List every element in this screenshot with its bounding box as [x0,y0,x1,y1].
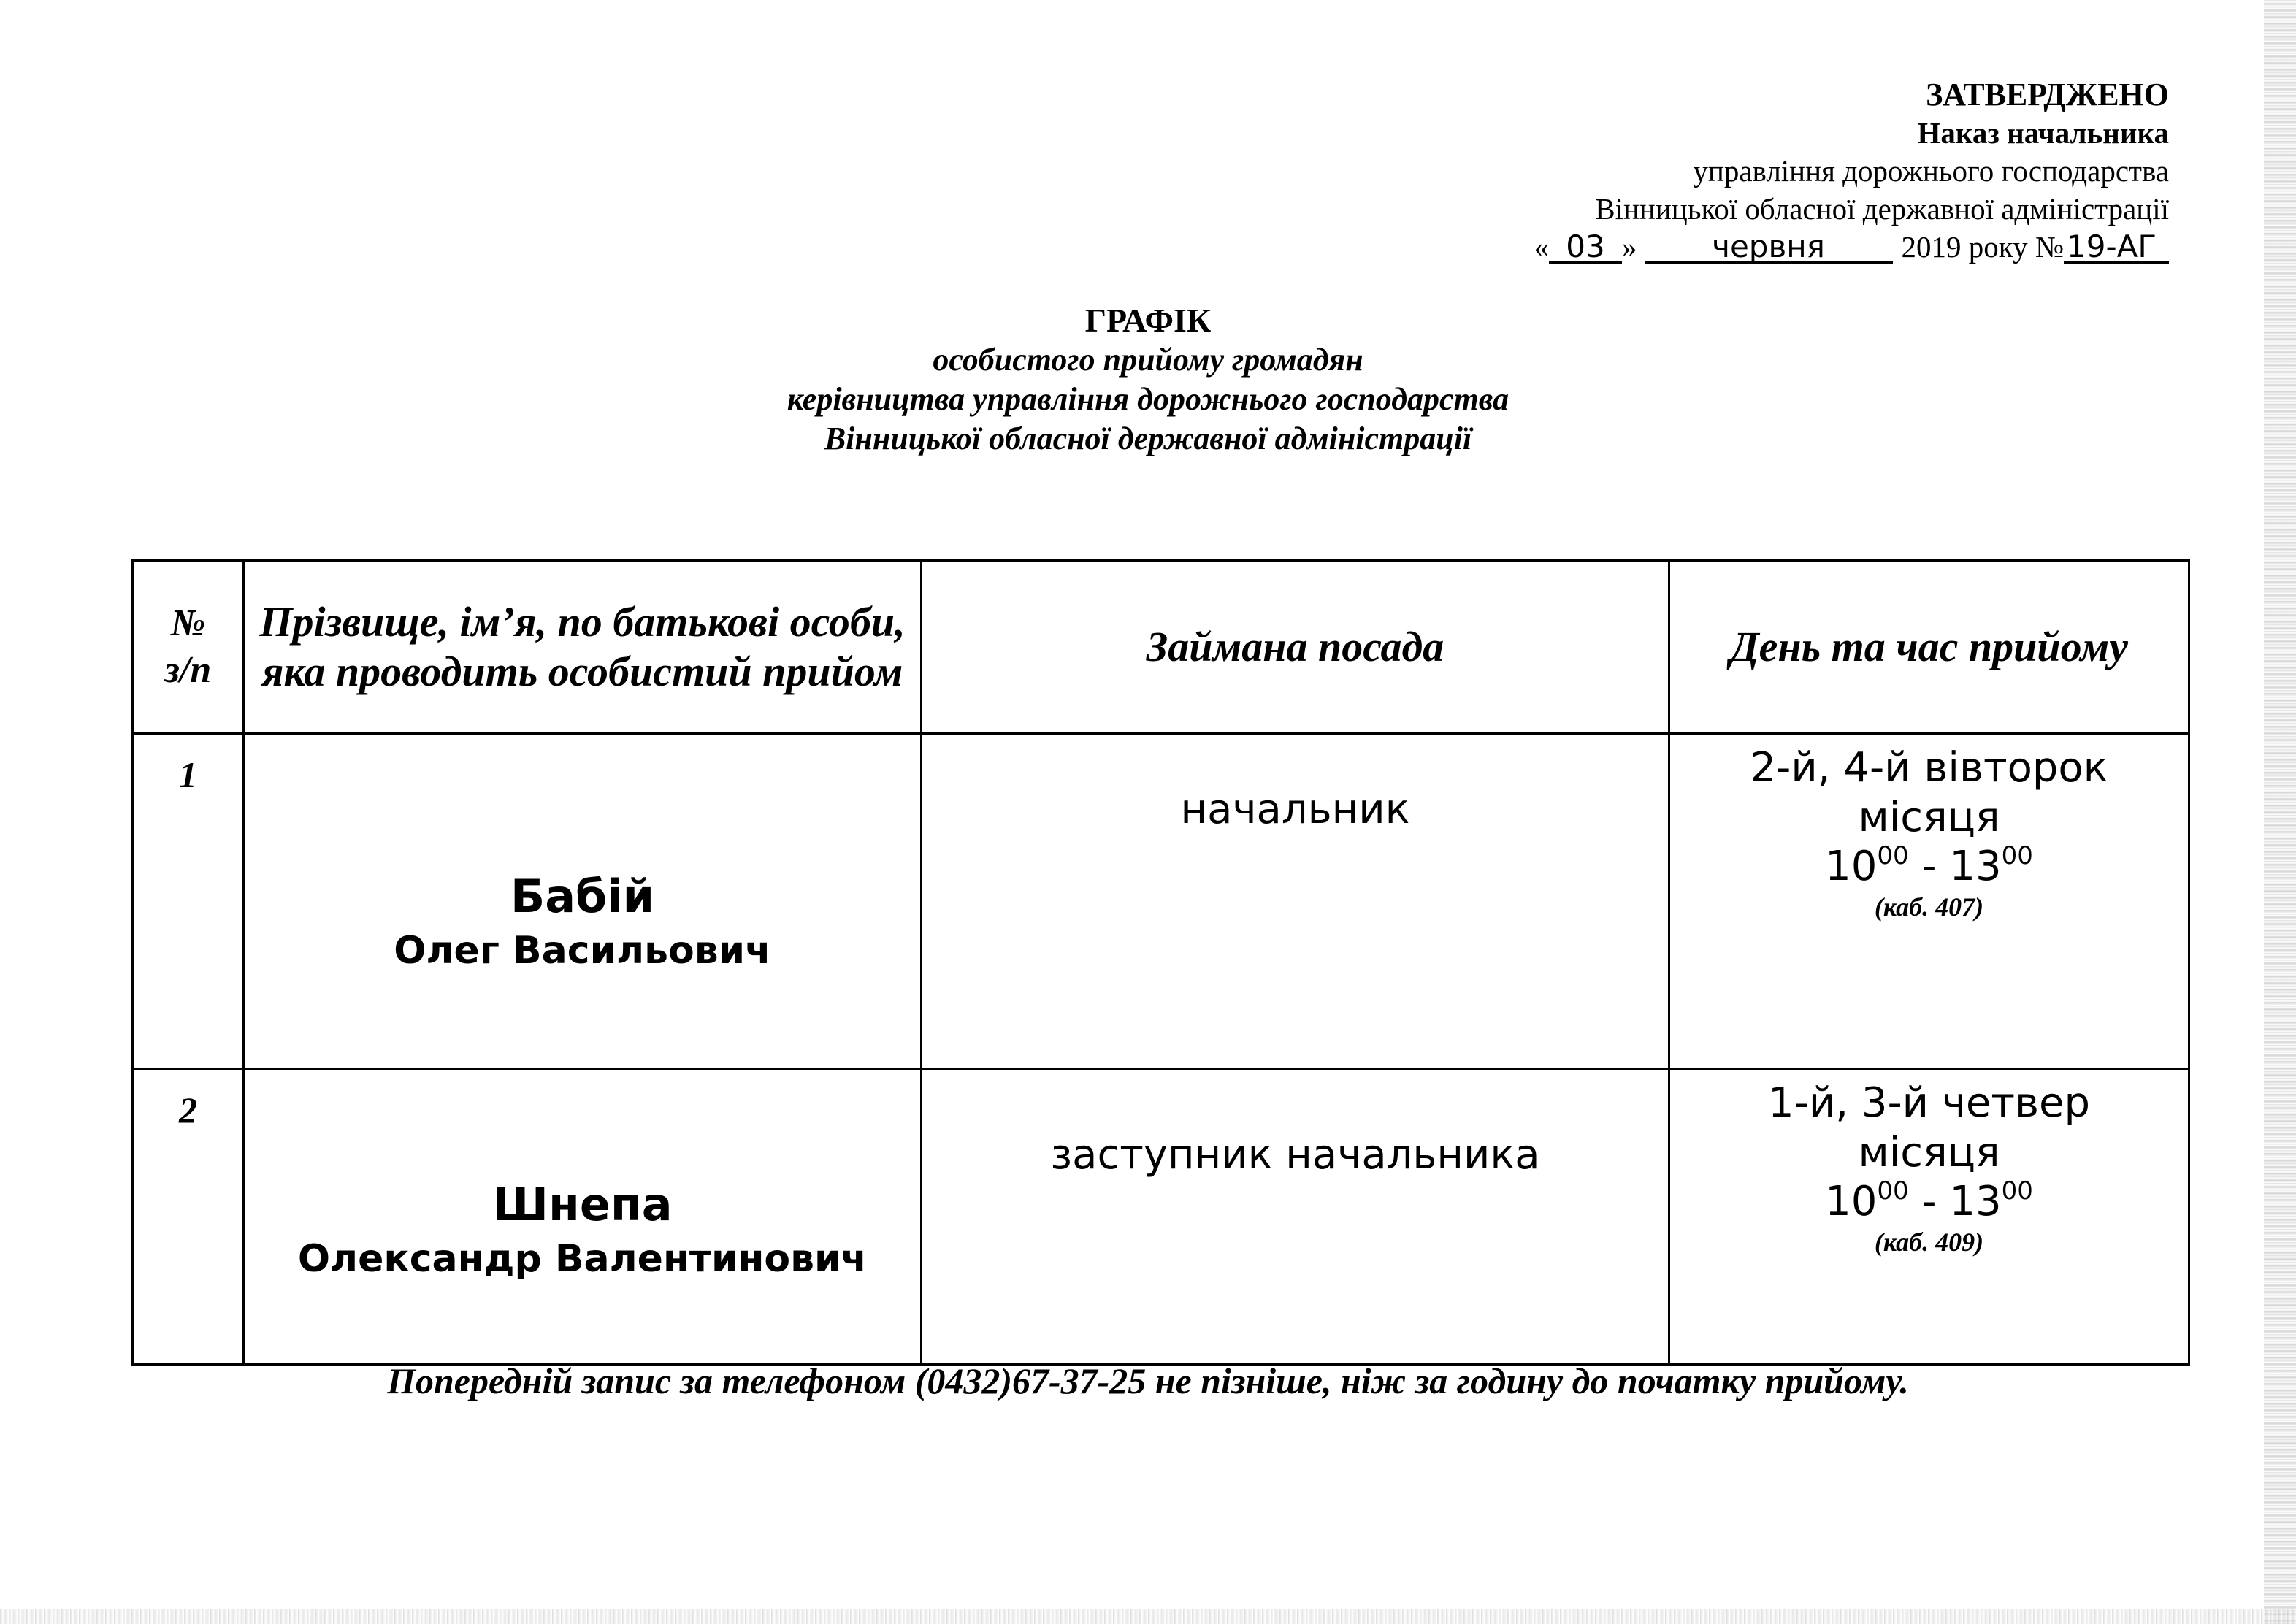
header-number-abbr: з/п [164,649,212,691]
approval-administration: Вінницької обласної державної адміністрації [1595,192,2169,226]
person-cell [244,1069,922,1365]
reception-days-month: місяця [1858,794,2000,841]
time-to-minutes: 00 [2001,1176,2033,1206]
header-number-symbol: № [170,602,206,644]
header-number [133,561,244,734]
person-given-names: Олександр Валентинович [297,1237,868,1281]
time-to-minutes: 00 [2001,841,2033,870]
header-name: Прізвище, ім’я, по батькові особи, яка проводить особистий прийом [244,561,922,734]
reception-time-cell [1669,734,2189,1069]
title-line-2: керівництва управління дорожнього господарства [787,381,1509,417]
person-cell [244,734,922,1069]
reception-schedule-table [131,559,2190,1366]
time-separator: - [1908,1178,1950,1225]
table-header-row [133,561,2189,734]
reception-days: 1-й, 3-й четвер [1767,1079,2091,1127]
table-row [133,734,2189,1069]
person-surname: Бабій [510,870,655,923]
year-text: 2019 року № [1901,230,2064,264]
time-to-hour: 13 [1949,843,2002,890]
document-title: ГРАФІК [1084,302,1212,339]
row-number: 2 [133,1069,244,1365]
quote-open: « [1534,230,1550,264]
title-line-1: особистого прийому громадян [933,342,1363,378]
reception-time-cell [1669,1069,2189,1365]
position-cell: заступник начальника [922,1069,1669,1365]
row-number: 1 [133,734,244,1069]
person-given-names: Олег Васильович [394,929,771,973]
approval-block [1534,76,2169,266]
scan-edge-noise [2264,0,2296,1624]
approval-date-line [1534,228,2169,266]
handwritten-day: 03 [1549,232,1622,264]
table-row [133,1069,2189,1365]
scan-bottom-noise [0,1609,2296,1624]
time-from-hour: 10 [1825,1178,1878,1225]
time-from-minutes: 00 [1877,1176,1909,1206]
header-time: День та час прийому [1669,561,2189,734]
handwritten-order-number: 19-АГ [2064,232,2169,264]
room-number: (каб. 409) [1874,1227,1984,1257]
header-position: Займана посада [922,561,1669,734]
reception-days-month: місяця [1858,1129,2000,1176]
reception-hours [1670,1178,2188,1226]
person-surname: Шнепа [492,1178,673,1231]
title-line-3: Вінницької обласної державної адміністрації [824,421,1472,456]
quote-close: » [1622,230,1637,264]
room-number: (каб. 407) [1874,892,1984,922]
handwritten-month: червня [1645,232,1893,264]
time-separator: - [1908,843,1950,890]
time-from-minutes: 00 [1877,841,1909,870]
approval-department: управління дорожнього господарства [1693,154,2169,188]
appointment-note: Попередній запис за телефоном (0432)67-37-25 не пізніше, ніж за годину до початку прийому. [387,1360,1909,1401]
reception-hours [1670,843,2188,891]
time-to-hour: 13 [1949,1178,2002,1225]
position-cell: начальник [922,734,1669,1069]
approval-order-title: Наказ начальника [1917,116,2169,150]
title-block [0,301,2296,459]
reception-days: 2-й, 4-й вівторок [1750,744,2108,792]
approved-heading: ЗАТВЕРДЖЕНО [1926,77,2169,112]
time-from-hour: 10 [1825,843,1878,890]
